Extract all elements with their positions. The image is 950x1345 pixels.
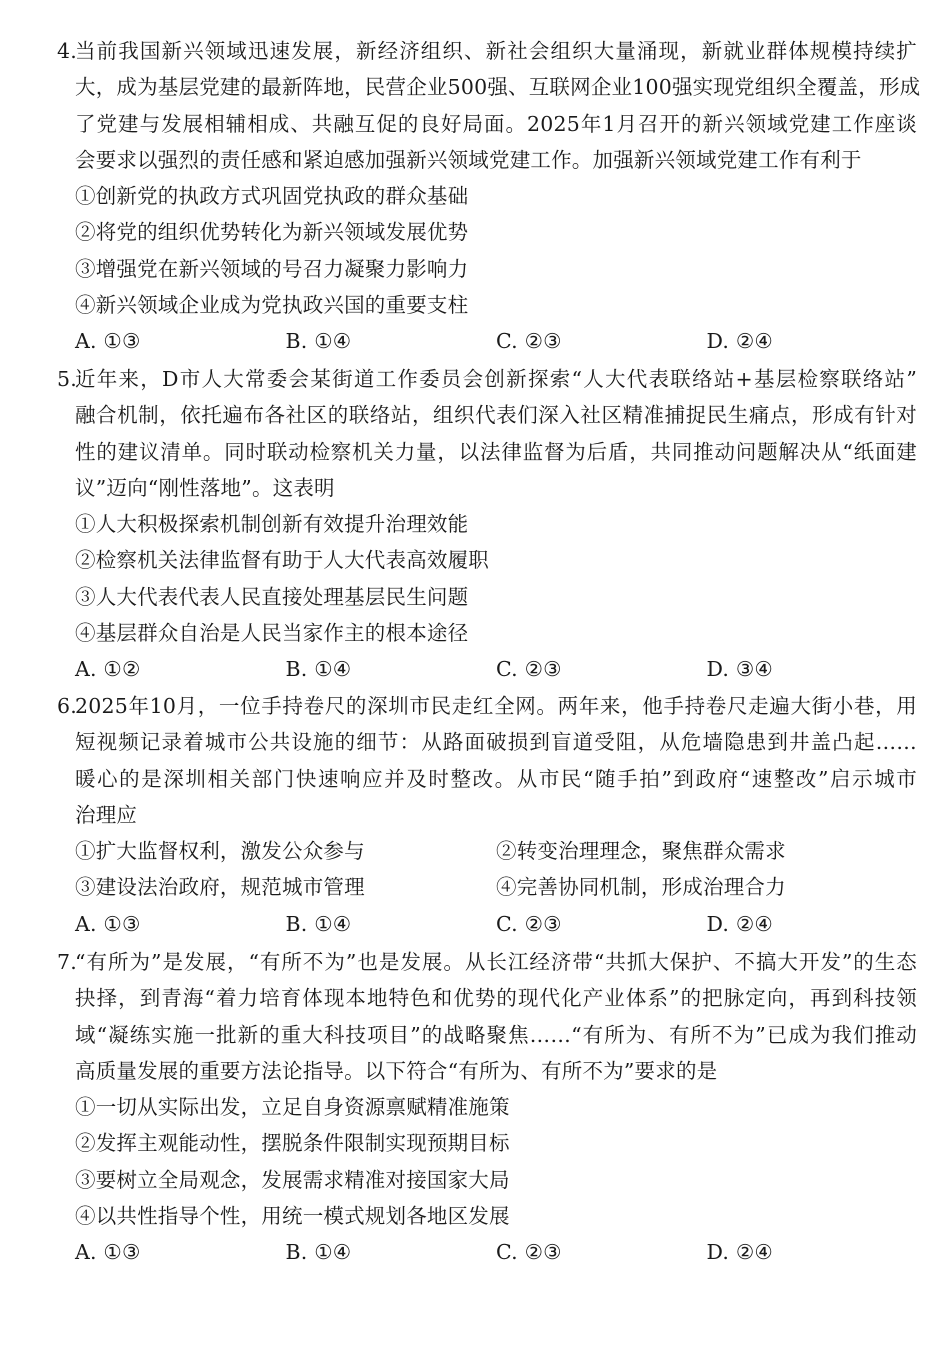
answer-choice-d[interactable]: D. ②④ bbox=[706, 1240, 773, 1265]
answer-choice-b[interactable]: B. ①④ bbox=[285, 1240, 352, 1265]
statement-option: ③建设法治政府，规范城市管理 bbox=[75, 875, 365, 900]
statement-option: ①一切从实际出发，立足自身资源禀赋精准施策 bbox=[75, 1095, 510, 1120]
answer-choices bbox=[57, 323, 917, 359]
question-stem-line: 短视频记录着城市公共设施的细节：从路面破损到盲道受阻，从危墙隐患到井盖凸起…… bbox=[75, 730, 917, 755]
answer-choice-b[interactable]: B. ①④ bbox=[285, 657, 352, 682]
statement-option: ①人大积极探索机制创新有效提升治理效能 bbox=[75, 512, 469, 537]
answer-choice-a[interactable]: A. ①③ bbox=[75, 1240, 141, 1265]
question-5 bbox=[57, 361, 917, 688]
question-stem-line bbox=[57, 361, 917, 397]
statement-option: ④以共性指导个性，用统一模式规划各地区发展 bbox=[75, 1204, 510, 1229]
statement-option: ④基层群众自治是人民当家作主的根本途径 bbox=[75, 621, 469, 646]
answer-choices bbox=[57, 651, 917, 687]
statement-option: ④新兴领域企业成为党执政兴国的重要支柱 bbox=[75, 293, 469, 318]
answer-choices bbox=[57, 906, 917, 942]
question-stem-line bbox=[57, 33, 917, 69]
question-stem-line bbox=[57, 944, 917, 980]
question-stem-text: “有所为”是发展，“有所不为”也是发展。从长江经济带“共抓大保护、不搞大开发”的生态 bbox=[75, 950, 917, 974]
statement-option: ①创新党的执政方式巩固党执政的群众基础 bbox=[75, 184, 469, 209]
answer-choice-c[interactable]: C. ②③ bbox=[496, 1240, 562, 1265]
question-stem-line: 抉择，到青海“着力培育体现本地特色和优势的现代化产业体系”的把脉定向，再到科技领 bbox=[75, 986, 917, 1011]
answer-choice-d[interactable]: D. ②④ bbox=[706, 911, 773, 936]
question-4 bbox=[57, 33, 921, 360]
statement-option: ②将党的组织优势转化为新兴领域发展优势 bbox=[75, 220, 469, 245]
question-stem-line: 治理应 bbox=[75, 802, 138, 827]
question-stem-text: 近年来，D市人大常委会某街道工作委员会创新探索“人大代表联络站+基层检察联络站” bbox=[75, 367, 917, 391]
question-stem-line: 暖心的是深圳相关部门快速响应并及时整改。从市民“随手拍”到政府“速整改”启示城市 bbox=[75, 766, 917, 791]
question-number: 6. bbox=[57, 694, 77, 718]
answer-choice-a[interactable]: A. ①③ bbox=[75, 329, 141, 354]
question-stem-line: 了党建与发展相辅相成、共融互促的良好局面。2025年1月召开的新兴领域党建工作座谈 bbox=[75, 111, 917, 136]
question-stem-line: 议”迈向“刚性落地”。这表明 bbox=[75, 475, 335, 500]
statement-option: ①扩大监督权利，激发公众参与 bbox=[75, 839, 365, 864]
answer-choice-d[interactable]: D. ③④ bbox=[706, 657, 773, 682]
question-7 bbox=[57, 944, 917, 1271]
answer-choice-a[interactable]: A. ①② bbox=[75, 657, 141, 682]
question-stem-text: 当前我国新兴领域迅速发展，新经济组织、新社会组织大量涌现，新就业群体规模持续扩 bbox=[75, 39, 917, 63]
answer-choice-d[interactable]: D. ②④ bbox=[706, 329, 773, 354]
answer-choice-b[interactable]: B. ①④ bbox=[285, 911, 352, 936]
statement-option: ③要树立全局观念，发展需求精准对接国家大局 bbox=[75, 1167, 510, 1192]
answer-choice-c[interactable]: C. ②③ bbox=[496, 657, 562, 682]
statement-option: ②发挥主观能动性，摆脱条件限制实现预期目标 bbox=[75, 1131, 510, 1156]
answer-choices bbox=[57, 1234, 917, 1270]
statement-option: ④完善协同机制，形成治理合力 bbox=[496, 875, 786, 900]
question-stem-line: 高质量发展的重要方法论指导。以下符合“有所为、有所不为”要求的是 bbox=[75, 1058, 718, 1083]
question-stem-text: 2025年10月，一位手持卷尺的深圳市民走红全网。两年来，他手持卷尺走遍大街小巷，用 bbox=[75, 694, 917, 718]
statement-option: ②检察机关法律监督有助于人大代表高效履职 bbox=[75, 548, 489, 573]
question-6 bbox=[57, 688, 917, 942]
answer-choice-a[interactable]: A. ①③ bbox=[75, 911, 141, 936]
statement-option-row bbox=[57, 869, 917, 905]
answer-choice-c[interactable]: C. ②③ bbox=[496, 911, 562, 936]
answer-choice-b[interactable]: B. ①④ bbox=[285, 329, 352, 354]
question-number: 7. bbox=[57, 950, 77, 974]
statement-option: ③人大代表代表人民直接处理基层民生问题 bbox=[75, 584, 469, 609]
statement-option: ③增强党在新兴领域的号召力凝聚力影响力 bbox=[75, 256, 469, 281]
question-number: 4. bbox=[57, 39, 77, 63]
question-number: 5. bbox=[57, 367, 77, 391]
question-stem-line: 融合机制，依托遍布各社区的联络站，组织代表们深入社区精准捕捉民生痛点，形成有针对 bbox=[75, 403, 917, 428]
question-stem-line: 会要求以强烈的责任感和紧迫感加强新兴领域党建工作。加强新兴领域党建工作有利于 bbox=[75, 147, 862, 172]
question-stem-line bbox=[57, 688, 917, 724]
question-stem-line: 域“凝练实施一批新的重大科技项目”的战略聚焦……“有所为、有所不为”已成为我们推动 bbox=[75, 1022, 917, 1047]
answer-choice-c[interactable]: C. ②③ bbox=[496, 329, 562, 354]
question-stem-line: 大，成为基层党建的最新阵地，民营企业500强、互联网企业100强实现党组织全覆盖，形成 bbox=[75, 75, 921, 100]
statement-option: ②转变治理理念，聚焦群众需求 bbox=[496, 839, 786, 864]
statement-option-row bbox=[57, 833, 917, 869]
question-stem-line: 性的建议清单。同时联动检察机关力量，以法律监督为后盾，共同推动问题解决从“纸面建 bbox=[75, 439, 917, 464]
